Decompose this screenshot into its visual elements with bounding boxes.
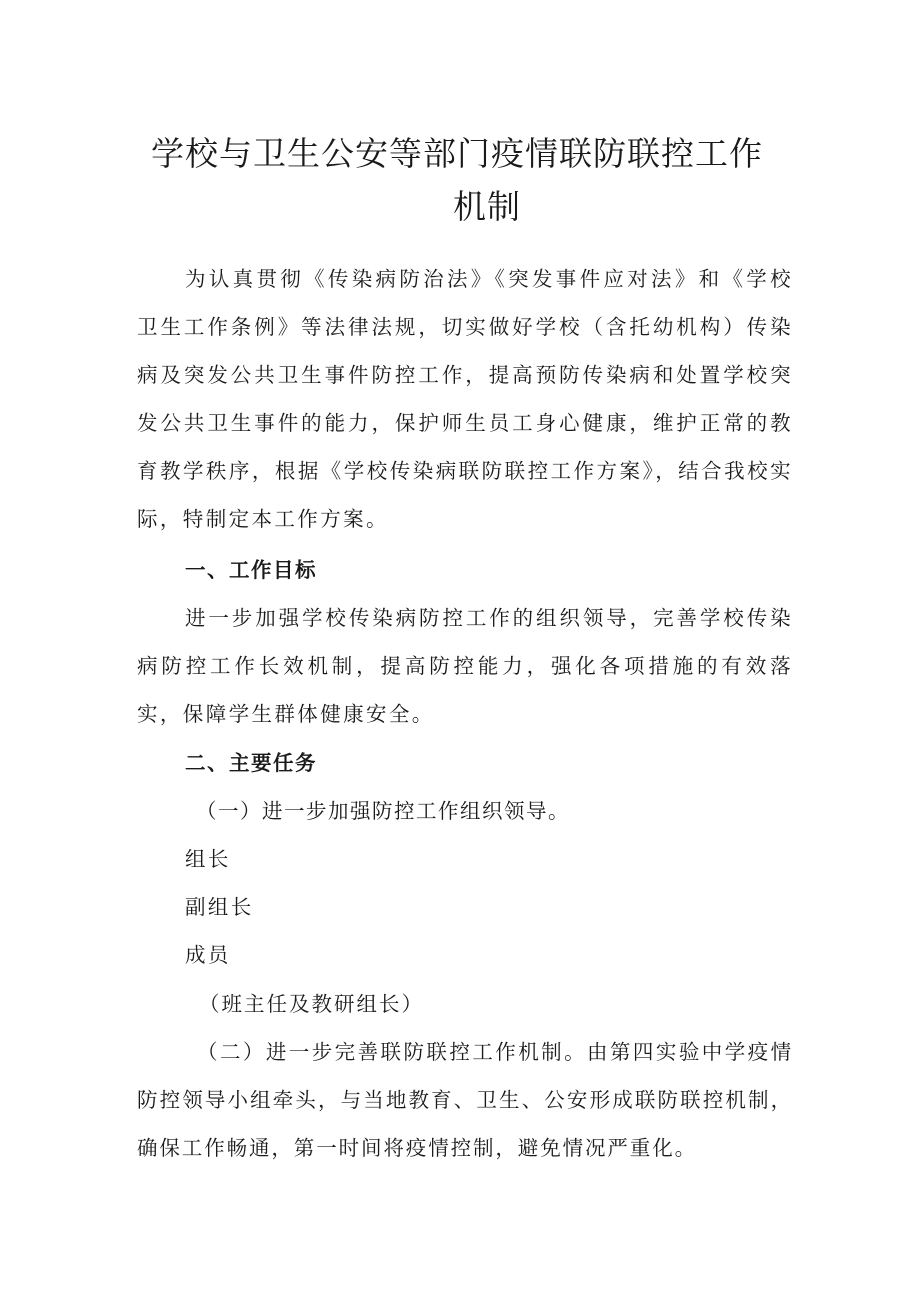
members-label: 成员 xyxy=(185,943,231,967)
section-1-heading: 一、工作目标 xyxy=(185,558,317,582)
document-title-line-1: 学校与卫生公安等部门疫情联防联控工作 xyxy=(151,134,763,173)
members-note: （班主任及教研组长） xyxy=(199,992,424,1016)
task-2-paragraph: （二）进一步完善联防联控工作机制。由第四实验中学疫情防控领导小组牵头，与当地教育、卫生、公安形成联防联控机制，确保工作畅通，第一时间将疫情控制，避免情况严重化。 xyxy=(137,1040,793,1160)
section-1-paragraph: 进一步加强学校传染病防控工作的组织领导，完善学校传染病防控工作长效机制，提高防控能力，强化各项措施的有效落实，保障学生群体健康安全。 xyxy=(137,606,793,726)
deputy-leader-label: 副组长 xyxy=(185,895,254,919)
leader-label: 组长 xyxy=(185,847,231,871)
document-title-line-2: 机制 xyxy=(453,187,521,226)
intro-paragraph: 为认真贯彻《传染病防治法》《突发事件应对法》和《学校卫生工作条例》等法律法规，切实做好学校（含托幼机构）传染病及突发公共卫生事件防控工作，提高预防传染病和处置学校突发公共卫生事件的能力，保护师生员工身心健康，维护正常的教育教学秩序，根据《学校传染病联防联控工作方案》，结合我校实际，特制定本工作方案。 xyxy=(137,267,793,531)
task-1-heading: （一）进一步加强防控工作组织领导。 xyxy=(196,799,570,823)
section-2-heading: 二、主要任务 xyxy=(185,751,317,775)
